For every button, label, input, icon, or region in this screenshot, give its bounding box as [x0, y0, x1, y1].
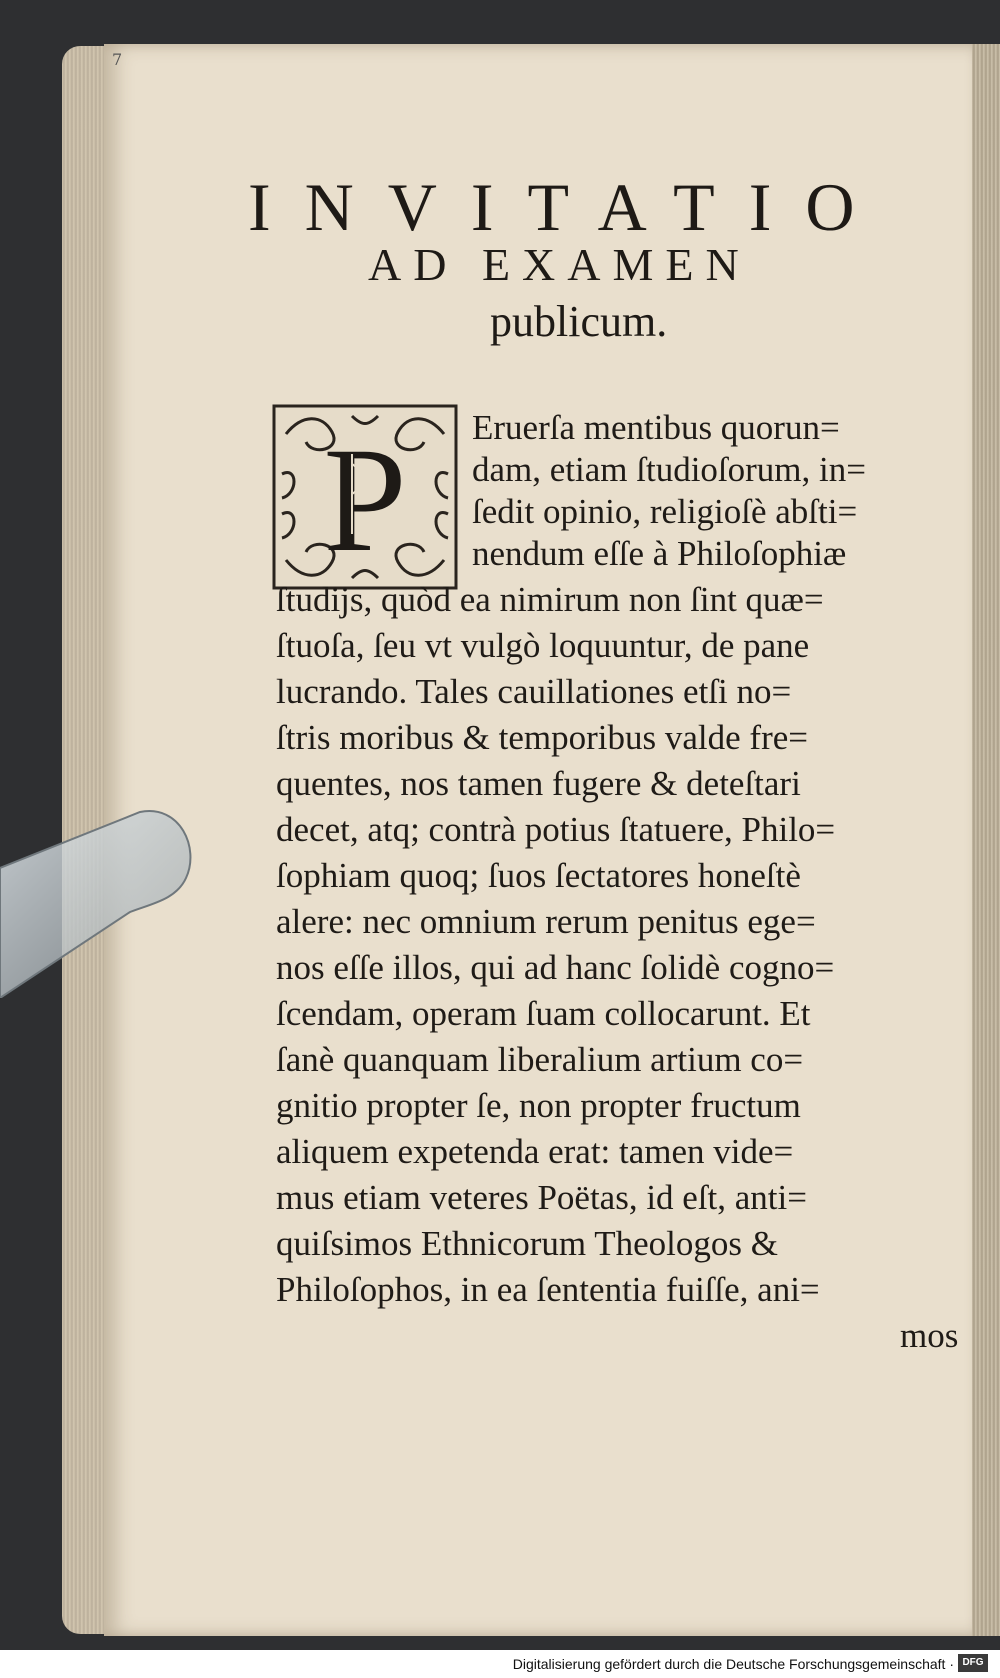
text-line: nos eſſe illos, qui ad hanc ſolidè cogno= — [276, 948, 835, 987]
text-line: decet, atq; contrà potius ſtatuere, Philo= — [276, 810, 836, 849]
title-publicum: publicum. — [490, 297, 668, 346]
text-line: alere: nec omnium rerum penitus ege= — [276, 902, 816, 941]
dfg-logo: DFG — [958, 1654, 988, 1672]
text-line: mus etiam veteres Poëtas, id eſt, anti= — [276, 1178, 807, 1217]
text-line: ſtris moribus & temporibus valde fre= — [276, 718, 809, 757]
text-line: ſtuoſa, ſeu vt vulgò loquuntur, de pane — [276, 626, 810, 665]
text-line: ſtudijs, quòd ea nimirum non ſint quæ= — [276, 580, 824, 619]
book-right-edge — [972, 44, 1000, 1636]
text-line: aliquem expetenda erat: tamen vide= — [276, 1132, 794, 1171]
footer-bar — [0, 1650, 1000, 1678]
footer-credit: Digitalisierung gefördert durch die Deutsche Forschungsgemeinschaft · — [512, 1656, 954, 1672]
text-line: Eruerſa mentibus quorun= — [472, 408, 840, 447]
text-line: quentes, nos tamen fugere & deteſtari — [276, 764, 801, 803]
text-line: Philoſophos, in ea ſententia fuiſſe, ani= — [276, 1270, 820, 1309]
page-corner-mark: 7 — [112, 50, 123, 69]
text-line: quiſsimos Ethnicorum Theologos & — [276, 1224, 778, 1263]
initial-letter: P — [323, 417, 407, 583]
text-line: ſanè quanquam liberalium artium co= — [276, 1040, 804, 1079]
text-line: gnitio propter ſe, non propter fructum — [276, 1086, 801, 1125]
catchword: mos — [900, 1316, 959, 1355]
text-line: dam, etiam ſtudioſorum, in= — [472, 450, 866, 489]
text-line: ſcendam, operam ſuam collocarunt. Et — [276, 994, 811, 1033]
page-clip — [0, 808, 200, 998]
text-line: ſophiam quoq; ſuos ſectatores honeſtè — [276, 856, 801, 895]
decorated-initial-p — [272, 404, 458, 590]
text-line: ſedit opinio, religioſè abſti= — [472, 492, 858, 531]
title-invitatio: INVITATIO — [248, 169, 889, 245]
text-line: lucrando. Tales cauillationes etſi no= — [276, 672, 792, 711]
text-line: nendum eſſe à Philoſophiæ — [472, 534, 847, 573]
title-ad-examen: AD EXAMEN — [368, 239, 751, 290]
